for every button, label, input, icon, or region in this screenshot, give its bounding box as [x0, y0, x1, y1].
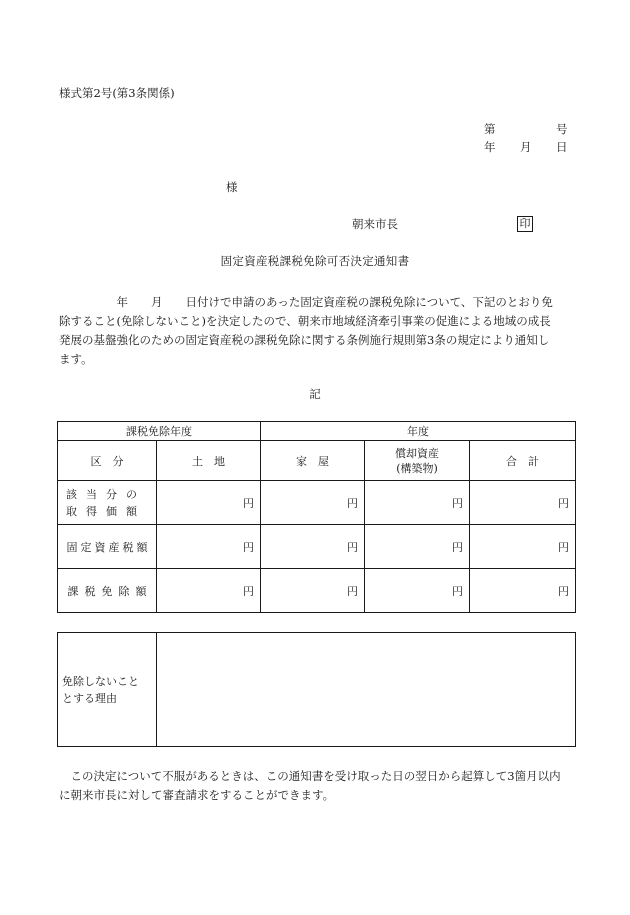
total-cell: 円 [470, 481, 576, 525]
recipient-honorific: 様 [226, 180, 238, 194]
body-line: 年 月 日付けで申請のあった固定資産税の課税免除について、下記のとおり免 [59, 295, 553, 309]
reason-label-line: 免除しないこと [62, 674, 139, 688]
notice-line: に朝来市長に対して審査請求をすることができます。 [59, 788, 335, 802]
tax-year-header: 課税免除年度 [58, 422, 261, 441]
total-header: 合 計 [470, 441, 576, 481]
category-header: 区 分 [58, 441, 157, 481]
house-cell: 円 [261, 481, 365, 525]
depreciable-cell: 円 [365, 569, 470, 613]
table-row [58, 569, 576, 613]
notice-line: この決定について不服があるときは、この通知書を受け取った日の翌日から起算して3箇月以内 [59, 769, 561, 783]
appeal-notice [59, 767, 575, 805]
row-label-line: 取得価額 [66, 504, 146, 518]
seal-mark: 印 [517, 216, 533, 232]
date-month-label: 月 [520, 140, 532, 154]
house-cell: 円 [261, 525, 365, 569]
table-row [58, 481, 576, 525]
depreciable-cell: 円 [365, 481, 470, 525]
reason-label-line: とする理由 [62, 691, 117, 705]
body-line: ます。 [59, 352, 93, 366]
house-header: 家 屋 [261, 441, 365, 481]
row-label-acquisition-cost [58, 481, 157, 525]
table-row [58, 525, 576, 569]
document-title: 固定資産税課税免除可否決定通知書 [220, 254, 410, 268]
house-cell: 円 [261, 569, 365, 613]
document-number-prefix: 第 [484, 122, 496, 136]
structures-label: (構築物) [396, 461, 438, 475]
reason-field[interactable] [157, 633, 576, 747]
body-line: 発展の基盤強化のための固定資産税の課税免除に関する条例施行規則第3条の規定により通知し [59, 333, 550, 347]
body-paragraph [59, 293, 575, 369]
total-cell: 円 [470, 569, 576, 613]
land-cell: 円 [157, 525, 261, 569]
depreciable-assets-header [365, 441, 470, 481]
land-cell: 円 [157, 481, 261, 525]
reason-label [58, 633, 157, 747]
reason-table [57, 632, 576, 747]
date-year-label: 年 [484, 140, 496, 154]
row-label-exemption-amount: 課税免除額 [58, 569, 157, 613]
note-label: 記 [309, 387, 321, 401]
land-header: 土 地 [157, 441, 261, 481]
reason-row [58, 633, 576, 747]
form-number: 様式第2号(第3条関係) [59, 86, 175, 100]
row-label-line: 該当分の [66, 487, 146, 501]
date-day-label: 日 [556, 140, 568, 154]
row-label-fixed-asset-tax: 固定資産税額 [58, 525, 157, 569]
land-cell: 円 [157, 569, 261, 613]
column-header-row [58, 441, 576, 481]
table-header-row [58, 422, 576, 441]
year-header: 年度 [261, 422, 576, 441]
total-cell: 円 [470, 525, 576, 569]
depreciable-assets-label: 償却資産 [395, 446, 439, 460]
depreciable-cell: 円 [365, 525, 470, 569]
document-number-suffix: 号 [556, 122, 568, 136]
issuer-name: 朝来市長 [352, 217, 398, 231]
tax-exemption-table [57, 421, 576, 613]
body-line: 除すること(免除しないこと)を決定したので、朝来市地域経済牽引事業の促進による地域の成長 [59, 314, 551, 328]
